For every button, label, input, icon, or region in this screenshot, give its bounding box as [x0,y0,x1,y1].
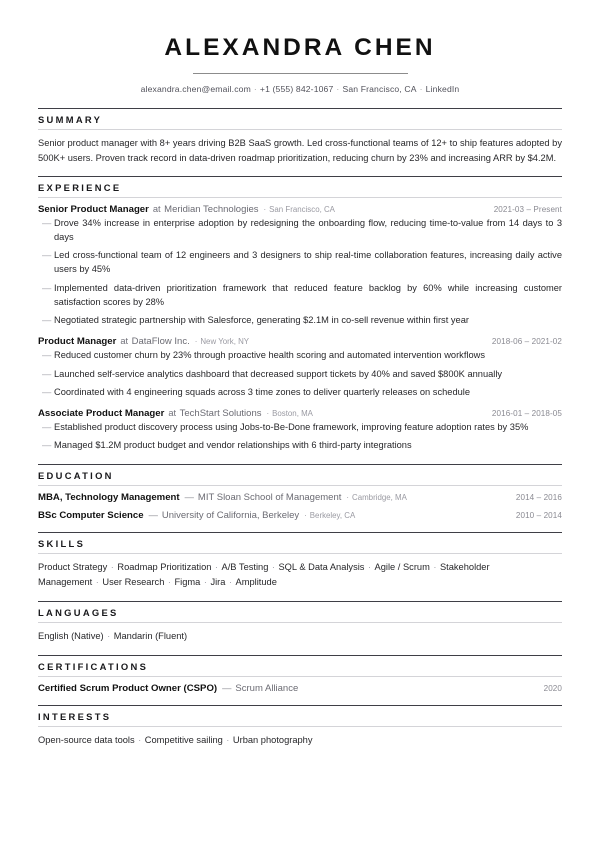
company-name: TechStart Solutions [179,407,262,419]
interest-item: Open-source data tools [38,735,135,746]
bullet-dash-icon: — [42,368,52,379]
bullet-dash-icon: — [42,421,52,432]
section-rule-under [38,622,562,623]
bullet-dash-icon: — [42,440,52,451]
summary-text: Senior product manager with 8+ years driving B2B SaaS growth. Led cross-functional teams of 12+ to ship features adopted by 500K+ users. Proven track record in data-driven roadmap prioritization, reducing churn by 23% and increasing ARR by $4.2M. [38,138,562,163]
skill-item: A/B Testing [221,562,269,573]
section-title-summary: SUMMARY [38,114,103,126]
location-text: San Francisco, CA [269,205,335,215]
entry-header [38,510,562,521]
certification-dates: 2020 [543,684,562,694]
job-dates: 2021-03 – Present [493,205,562,215]
section-rule-under [38,553,562,554]
skill-item: Agile / Scrum [374,562,430,573]
school-location [299,511,355,520]
bullet-text: Coordinated with 4 engineering squads across 3 time zones to deliver quarterly releases on schedule [54,386,471,397]
location-separator: · [263,205,267,215]
interest-item: Competitive sailing [144,735,223,746]
section-title-certifications: CERTIFICATIONS [38,661,149,673]
job-connector: at [168,407,177,418]
job-title: Product Manager [38,336,117,348]
job-connector: at [120,336,129,347]
list-separator: · [95,577,99,588]
section-certifications [38,655,562,694]
languages-list [38,629,562,644]
bullet-item [38,349,562,363]
bullet-text: Launched self-service analytics dashboard that decreased support tickets by 40% and saved $800K annually [54,368,503,379]
list-separator: · [110,562,114,573]
school-name: University of California, Berkeley [161,510,300,522]
list-separator: · [203,577,207,588]
location-separator: · [346,493,350,503]
bullet-text: Led cross-functional team of 12 engineers and 3 designers to ship real-time collaboration features, increasing daily active users by 45% [54,250,562,275]
entry-header [38,492,562,503]
experience-entry [38,204,562,328]
contact-separator: · [419,84,423,95]
contact-line [38,83,562,95]
section-title-experience: EXPERIENCE [38,182,122,194]
entry-header [38,204,562,215]
bullet-text: Implemented data-driven prioritization framework that reduced feature backlog by 60% while increasing customer satisfaction scores by 28% [54,282,562,307]
skill-item: Roadmap Prioritization [117,562,212,573]
skill-item: User Research [102,577,165,588]
entry-header-left [38,408,313,419]
degree-connector: — [184,492,194,503]
contact-separator: · [253,84,257,95]
bullet-text: Managed $1.2M product budget and vendor relationships with 6 third-party integrations [54,440,412,451]
location-text: New York, NY [200,337,250,347]
education-dates: 2014 – 2016 [515,493,562,503]
company-name: Meridian Technologies [164,204,259,216]
section-rule-under [38,129,562,130]
list-separator: · [226,735,230,746]
job-bullets [38,349,562,400]
interests-list [38,733,562,748]
skill-item: SQL & Data Analysis [278,562,365,573]
section-education [38,464,562,521]
location-separator: · [266,408,270,418]
list-separator: · [214,562,219,573]
certification-entry [38,683,562,694]
experience-entry [38,336,562,400]
bullet-text: Reduced customer churn by 23% through proactive health scoring and automated intervention workflows [54,350,485,361]
language-item: Mandarin (Fluent) [113,631,188,642]
bullet-item [38,439,562,453]
job-bullets [38,421,562,453]
job-dates: 2018-06 – 2021-02 [491,337,562,347]
degree-connector: — [148,510,158,521]
bullet-dash-icon: — [42,386,52,397]
job-location [259,205,335,214]
section-title-education: EDUCATION [38,470,114,482]
contact-item[interactable]: +1 (555) 842-1067 [259,84,334,95]
location-text: Berkeley, CA [309,511,356,521]
job-connector: at [152,204,161,215]
entry-header-left [38,336,249,347]
contact-item[interactable]: alexandra.chen@email.com [140,84,251,95]
degree-name: MBA, Technology Management [38,492,180,504]
school-location [341,493,406,502]
section-rule-under [38,197,562,198]
list-separator: · [138,735,142,746]
header-divider [193,73,408,74]
job-dates: 2016-01 – 2018-05 [491,408,562,418]
company-name: DataFlow Inc. [131,336,190,348]
list-separator: · [107,631,111,642]
section-summary [38,108,562,165]
location-text: Boston, MA [272,408,313,418]
bullet-text: Negotiated strategic partnership with Salesforce, generating $2.1M in co-sell revenue within first year [54,315,469,326]
job-title: Senior Product Manager [38,204,149,216]
contact-separator: · [336,84,340,95]
contact-item[interactable]: LinkedIn [425,84,460,95]
section-rule-under [38,485,562,486]
job-title: Associate Product Manager [38,407,165,419]
bullet-item [38,421,562,435]
section-title-languages: LANGUAGES [38,607,119,619]
experience-list [38,204,562,453]
bullet-item [38,368,562,382]
skill-item: Product Strategy [38,562,108,573]
bullet-text: Established product discovery process using Jobs-to-Be-Done framework, improving feature adoption rates by 35% [54,421,529,432]
job-location [190,337,249,346]
education-entry [38,492,562,503]
bullet-text: Drove 34% increase in enterprise adoption by redesigning the onboarding flow, reducing time-to-value from 14 days to 3 days [54,218,562,242]
job-bullets [38,217,562,328]
location-text: Cambridge, MA [352,493,407,503]
entry-header-left [38,204,335,215]
location-separator: · [304,511,307,521]
bullet-dash-icon: — [42,218,52,229]
bullet-dash-icon: — [42,350,52,361]
bullet-dash-icon: — [42,250,52,261]
language-item: English (Native) [38,631,104,642]
skill-item: Stakeholder Management [38,562,490,588]
certification-name: Certified Scrum Product Owner (CSPO) [38,683,218,695]
bullet-item [38,314,562,328]
education-list [38,492,562,521]
resume-header [38,34,562,97]
entry-header-left [38,510,355,521]
interest-item: Urban photography [232,735,313,746]
entry-header-left [38,492,407,503]
list-separator: · [167,577,171,588]
section-title-skills: SKILLS [38,538,86,550]
candidate-name: ALEXANDRA CHEN [164,34,436,61]
section-rule-under [38,676,562,677]
bullet-item [38,249,562,277]
education-entry [38,510,562,521]
section-rule-under [38,726,562,727]
bullet-dash-icon: — [42,315,52,326]
section-skills [38,532,562,590]
experience-entry [38,408,562,453]
list-separator: · [367,562,372,573]
skill-item: Figma [174,577,201,588]
bullet-item [38,282,562,310]
degree-name: BSc Computer Science [38,510,144,522]
entry-header [38,683,562,694]
contact-item: San Francisco, CA [342,84,417,95]
skill-item: Jira [210,577,226,588]
entry-header-left [38,683,298,694]
location-separator: · [194,337,198,347]
bullet-item [38,217,562,245]
bullet-item [38,386,562,400]
list-separator: · [433,562,437,573]
section-experience [38,176,562,453]
list-separator: · [271,562,275,573]
education-dates: 2010 – 2014 [515,511,562,521]
list-separator: · [228,577,233,588]
entry-header [38,408,562,419]
job-location [261,409,312,418]
skills-list [38,560,562,590]
section-languages [38,601,562,644]
certification-connector: — [222,683,232,694]
school-name: MIT Sloan School of Management [197,492,342,504]
certifications-list [38,683,562,694]
bullet-dash-icon: — [42,282,52,293]
section-interests [38,705,562,748]
certification-issuer: Scrum Alliance [235,683,299,695]
section-title-interests: INTERESTS [38,711,112,723]
entry-header [38,336,562,347]
skill-item: Amplitude [235,577,277,588]
